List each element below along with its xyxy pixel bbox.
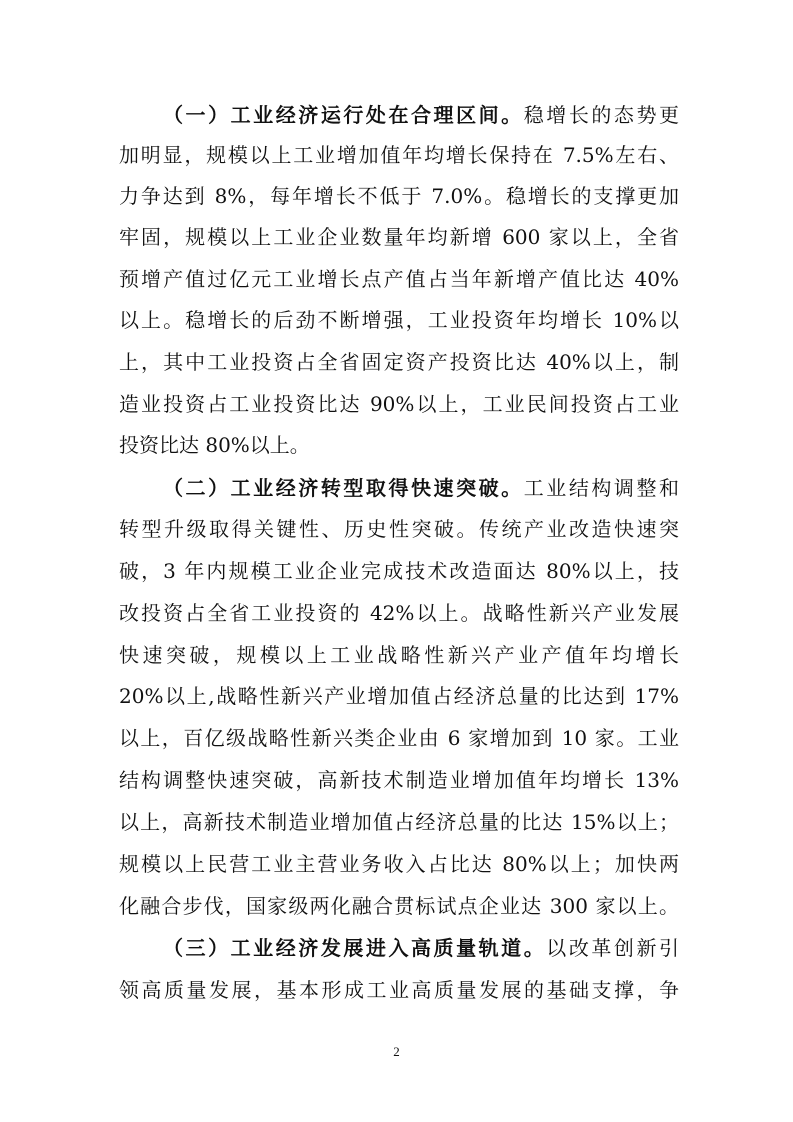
paragraph-1-line-9: 投资比达 80%以上。 bbox=[119, 433, 310, 457]
paragraph-2-line-7: 以上，百亿级战略性新兴类企业由 6 家增加到 10 家。工业 bbox=[119, 726, 679, 750]
paragraph-1-line-3: 力争达到 8%，每年增长不低于 7.0%。稳增长的支撑更加 bbox=[119, 184, 679, 208]
paragraph-2-line-6: 20%以上,战略性新兴产业增加值占经济总量的比达到 17% bbox=[119, 684, 679, 708]
paragraph-2-line-9: 以上，高新技术制造业增加值占经济总量的比达 15%以上； bbox=[119, 810, 679, 834]
paragraph-3-heading: （三）工业经济发展进入高质量轨道。 bbox=[163, 936, 547, 960]
paragraph-1-line-1: （一）工业经济运行处在合理区间。稳增长的态势更 bbox=[163, 103, 679, 127]
paragraph-3-line-1: （三）工业经济发展进入高质量轨道。以改革创新引 bbox=[163, 936, 679, 960]
paragraph-1-line-5: 预增产值过亿元工业增长点产值占当年新增产值比达 40% bbox=[119, 267, 679, 291]
paragraph-1-line-7: 上，其中工业投资占全省固定资产投资比达 40%以上，制 bbox=[119, 350, 679, 374]
paragraph-1-line-2: 加明显，规模以上工业增加值年均增长保持在 7.5%左右、 bbox=[119, 143, 679, 167]
paragraph-2-line-2: 转型升级取得关键性、历史性突破。传统产业改造快速突 bbox=[119, 517, 679, 541]
paragraph-2-line-4: 改投资占全省工业投资的 42%以上。战略性新兴产业发展 bbox=[119, 601, 679, 625]
paragraph-1-line-8: 造业投资占工业投资比达 90%以上，工业民间投资占工业 bbox=[119, 392, 679, 416]
paragraph-1-line-4: 牢固，规模以上工业企业数量年均新增 600 家以上，全省 bbox=[119, 225, 679, 249]
paragraph-2-line-3: 破，3 年内规模工业企业完成技术改造面达 80%以上，技 bbox=[119, 559, 679, 583]
paragraph-1-line-6: 以上。稳增长的后劲不断增强，工业投资年均增长 10%以 bbox=[119, 308, 679, 332]
paragraph-3-line-2: 领高质量发展，基本形成工业高质量发展的基础支撑，争 bbox=[119, 978, 679, 1002]
paragraph-2-line-8: 结构调整快速突破，高新技术制造业增加值年均增长 13% bbox=[119, 768, 679, 792]
paragraph-2-heading: （二）工业经济转型取得快速突破。 bbox=[163, 476, 524, 500]
page-number: 2 bbox=[393, 1044, 400, 1059]
paragraph-2-line-5: 快速突破，规模以上工业战略性新兴产业产值年均增长 bbox=[119, 643, 679, 667]
paragraph-2-line-11: 化融合步伐，国家级两化融合贯标试点企业达 300 家以上。 bbox=[119, 894, 679, 918]
paragraph-2-line-1: （二）工业经济转型取得快速突破。工业结构调整和 bbox=[163, 476, 679, 500]
paragraph-1-heading: （一）工业经济运行处在合理区间。 bbox=[163, 103, 524, 127]
paragraph-2-line-10: 规模以上民营工业主营业务收入占比达 80%以上；加快两 bbox=[119, 852, 679, 876]
